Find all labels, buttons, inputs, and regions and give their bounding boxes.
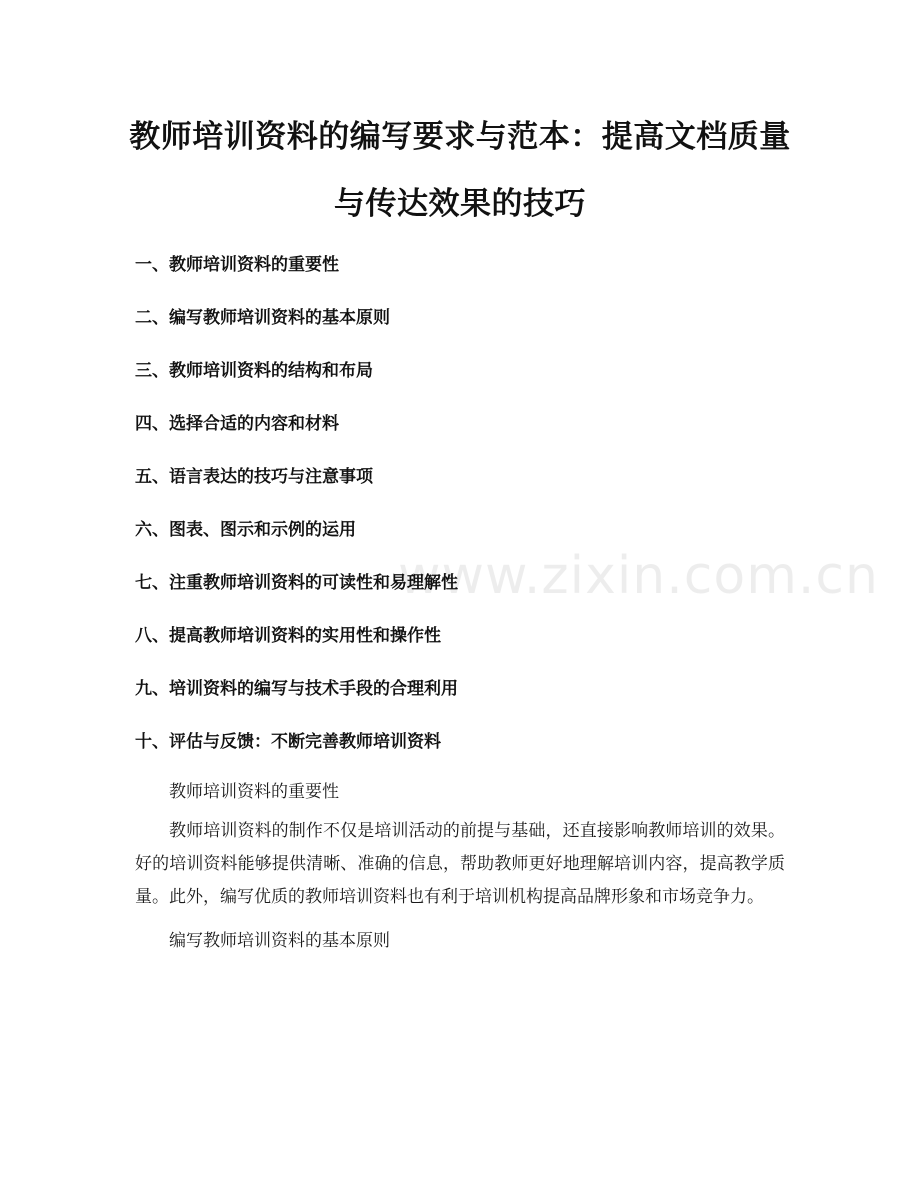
toc-item: 九、培训资料的编写与技术手段的合理利用 [135, 679, 458, 699]
watermark: www.zixin.com.cn [398, 546, 879, 606]
toc-item: 四、选择合适的内容和材料 [135, 414, 339, 434]
section-heading: 编写教师培训资料的基本原则 [169, 931, 390, 951]
document-body [135, 776, 785, 964]
toc-item: 十、评估与反馈：不断完善教师培训资料 [135, 732, 441, 752]
toc-item: 三、教师培训资料的结构和布局 [135, 361, 373, 381]
toc-item: 六、图表、图示和示例的运用 [135, 520, 356, 540]
toc-item: 八、提高教师培训资料的实用性和操作性 [135, 626, 441, 646]
toc-item: 五、语言表达的技巧与注意事项 [135, 467, 373, 487]
section-heading: 教师培训资料的重要性 [169, 782, 339, 802]
toc-item: 二、编写教师培训资料的基本原则 [135, 308, 390, 328]
toc-item: 一、教师培训资料的重要性 [135, 255, 339, 275]
toc-item: 七、注重教师培训资料的可读性和易理解性 [135, 573, 458, 593]
table-of-contents [135, 249, 458, 779]
section-paragraph: 教师培训资料的制作不仅是培训活动的前提与基础，还直接影响教师培训的效果。好的培训资料能够提供清晰、准确的信息，帮助教师更好地理解培训内容，提高教学质量。此外，编写优质的教师培训资料也有利于培训机构提高品牌形象和市场竞争力。 [135, 821, 785, 907]
document-title: 教师培训资料的编写要求与范本：提高文档质量与传达效果的技巧 [129, 119, 791, 222]
